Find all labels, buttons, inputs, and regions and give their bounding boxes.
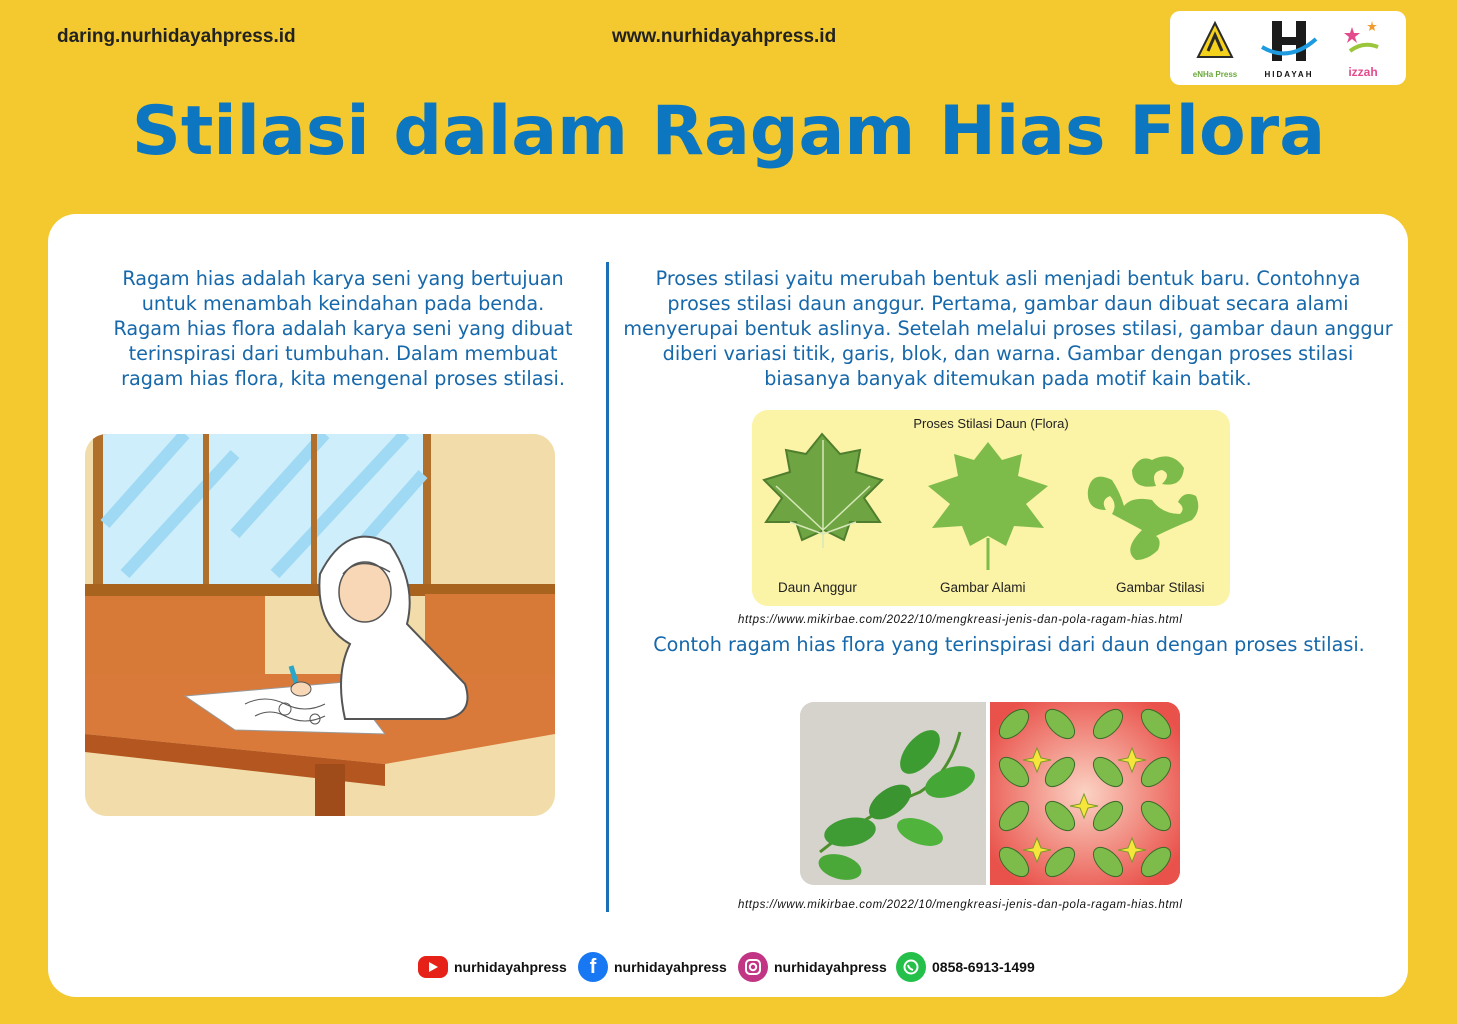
instagram-link[interactable] (738, 950, 887, 984)
column-divider (606, 262, 609, 912)
example-caption: Contoh ragam hias flora yang terinspirasi dari daun dengan proses stilasi. (653, 633, 1365, 656)
natural-leaf-drawing (928, 442, 1048, 570)
intro-paragraph: Ragam hias adalah karya seni yang bertujuan untuk menambah keindahan pada benda. Ragam hias flora adalah karya seni yang dibuat terinspirasi dari tumbuhan. Dalam membuat ragam hias flora, kita mengenal proses stilasi. (113, 267, 573, 390)
label-grape-leaf: Daun Anggur (778, 580, 857, 595)
whatsapp-link[interactable] (896, 950, 1035, 984)
content-card (48, 214, 1408, 997)
leaf-photo (800, 702, 986, 885)
hidayah-logo: HIDAYAH (1254, 17, 1324, 81)
label-natural-drawing: Gambar Alami (940, 580, 1026, 595)
enha-press-logo: eNHa Press (1180, 17, 1250, 81)
facebook-handle: nurhidayahpress (614, 959, 727, 975)
website-url-center[interactable]: www.nurhidayahpress.id (612, 26, 837, 47)
website-url-left[interactable]: daring.nurhidayahpress.id (57, 26, 296, 47)
page-title: Stilasi dalam Ragam Hias Flora (131, 92, 1326, 171)
izzah-logo: izzah (1328, 17, 1398, 81)
instagram-handle: nurhidayahpress (774, 959, 887, 975)
youtube-link[interactable] (418, 950, 567, 984)
instagram-icon (738, 952, 768, 982)
publisher-logos (1170, 11, 1406, 85)
grape-leaf-photo (764, 434, 882, 548)
image-source-2[interactable]: https://www.mikirbae.com/2022/10/mengkreasi-jenis-dan-pola-ragam-hias.html (738, 899, 1183, 911)
image-source-1[interactable]: https://www.mikirbae.com/2022/10/mengkreasi-jenis-dan-pola-ragam-hias.html (738, 614, 1183, 626)
stilasi-paragraph: Proses stilasi yaitu merubah bentuk asli menjadi bentuk baru. Contohnya proses stilasi daun anggur. Pertama, gambar daun dibuat secara alami menyerupai bentuk aslinya. Setelah melalui proses stilasi, gambar daun anggur diberi variasi titik, garis, blok, dan warna. Gambar dengan proses stilasi biasanya banyak ditemukan pada motif kain batik. (623, 267, 1393, 390)
label-stylized-drawing: Gambar Stilasi (1116, 580, 1205, 595)
leaf-stylization-diagram (752, 410, 1230, 606)
youtube-handle: nurhidayahpress (454, 959, 567, 975)
diagram-title: Proses Stilasi Daun (Flora) (913, 416, 1069, 431)
girl-drawing-illustration (85, 434, 555, 816)
stylized-leaf-drawing (1088, 456, 1198, 560)
facebook-icon: f (578, 952, 608, 982)
whatsapp-icon (896, 952, 926, 982)
facebook-link[interactable] (578, 950, 727, 984)
batik-leaf-motif (990, 702, 1180, 885)
youtube-icon (418, 956, 448, 978)
whatsapp-number: 0858-6913-1499 (932, 959, 1035, 975)
